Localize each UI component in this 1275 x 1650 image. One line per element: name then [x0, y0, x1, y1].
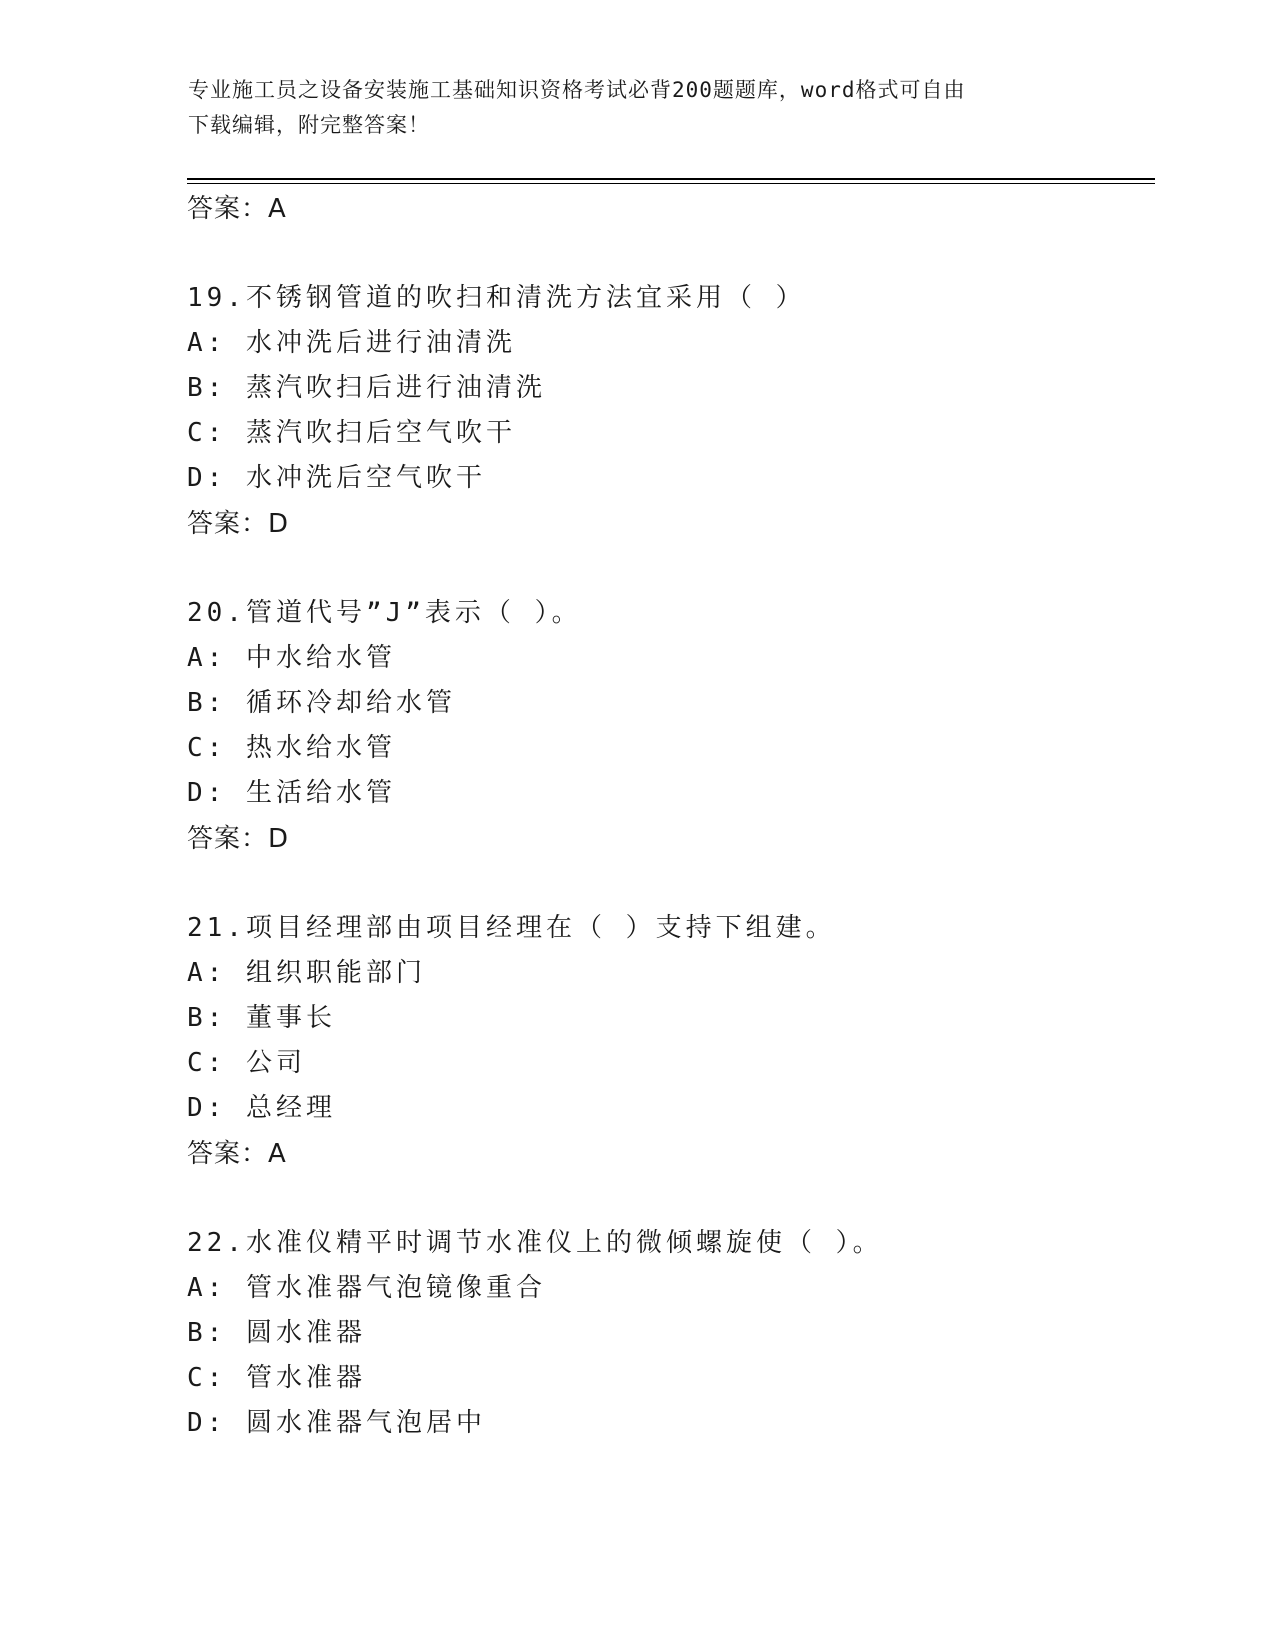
- question-19-option-c: C: 蒸汽吹扫后空气吹干: [187, 418, 516, 448]
- question-19-stem: 19.不锈钢管道的吹扫和清洗方法宜采用（ ）: [187, 283, 806, 313]
- question-22-option-c: C: 管水准器: [187, 1363, 366, 1393]
- document-header: [188, 73, 1088, 143]
- question-21-option-d: D: 总经理: [187, 1093, 336, 1123]
- header-line-2: 下载编辑，附完整答案！: [188, 113, 430, 137]
- question-19-option-d: D: 水冲洗后空气吹干: [187, 463, 486, 493]
- question-20-stem: 20.管道代号”J”表示（ ）。: [187, 598, 582, 628]
- question-22-option-b: B: 圆水准器: [187, 1318, 366, 1348]
- question-20-option-b: B: 循环冷却给水管: [187, 688, 456, 718]
- question-20-option-c: C: 热水给水管: [187, 733, 396, 763]
- question-22-option-a: A: 管水准器气泡镜像重合: [187, 1273, 546, 1303]
- answer-18: 答案：A: [187, 194, 287, 224]
- answer-19: 答案：D: [187, 509, 290, 539]
- question-19-option-b: B: 蒸汽吹扫后进行油清洗: [187, 373, 546, 403]
- question-20-option-d: D: 生活给水管: [187, 778, 396, 808]
- answer-21: 答案：A: [187, 1139, 287, 1169]
- question-20-option-a: A: 中水给水管: [187, 643, 396, 673]
- header-divider-thin: [187, 183, 1155, 184]
- question-21-option-a: A: 组织职能部门: [187, 958, 426, 988]
- question-21-stem: 21.项目经理部由项目经理在（ ）支持下组建。: [187, 913, 836, 943]
- header-line-1: 专业施工员之设备安装施工基础知识资格考试必背200题题库，word格式可自由: [188, 78, 966, 102]
- header-divider-thick: [187, 178, 1155, 180]
- question-22-option-d: D: 圆水准器气泡居中: [187, 1408, 486, 1438]
- question-22-stem: 22.水准仪精平时调节水准仪上的微倾螺旋使（ ）。: [187, 1228, 883, 1258]
- question-21-option-b: B: 董事长: [187, 1003, 336, 1033]
- question-21-option-c: C: 公司: [187, 1048, 306, 1078]
- answer-20: 答案：D: [187, 824, 290, 854]
- question-19-option-a: A: 水冲洗后进行油清洗: [187, 328, 516, 358]
